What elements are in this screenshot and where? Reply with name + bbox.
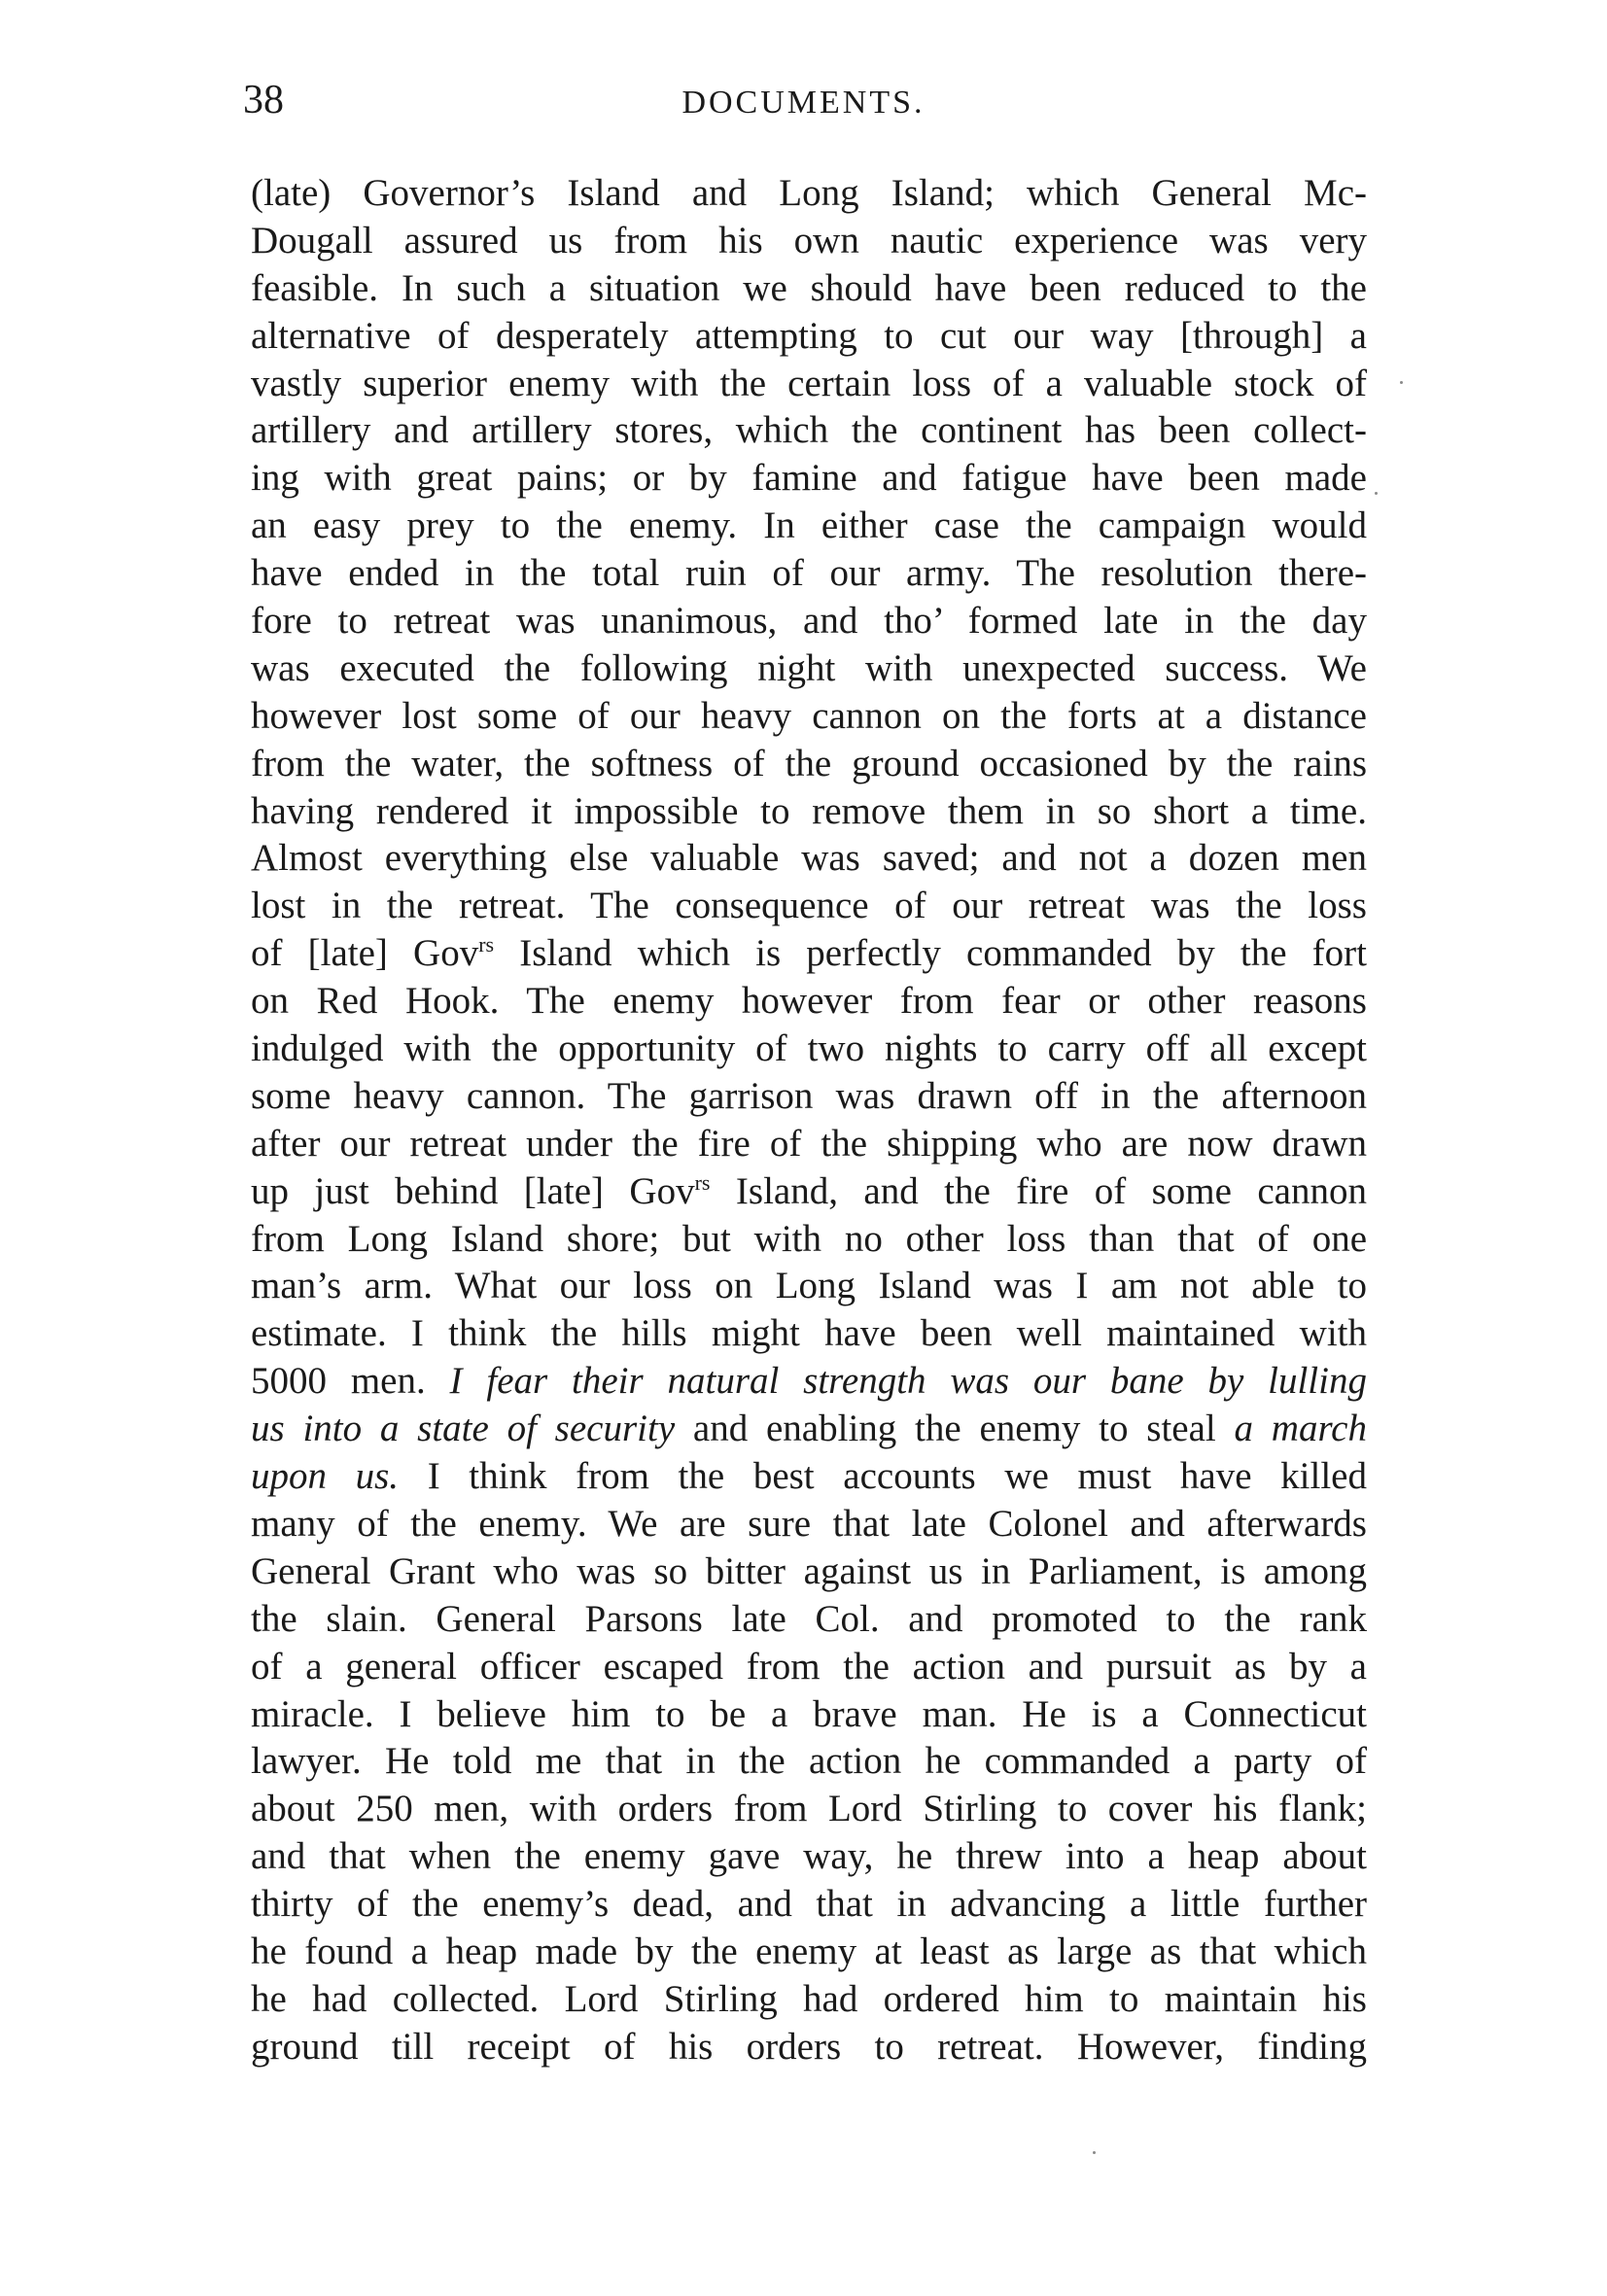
text-line: he had collected. Lord Stirling had ordered him to maintain his [251, 1977, 1367, 2020]
text-line: from Long Island shore; but with no other loss than that of one [251, 1217, 1367, 1260]
text-line: from the water, the softness of the ground occasioned by the rains [251, 742, 1367, 784]
text-line [251, 930, 1367, 978]
text-line: the slain. General Parsons late Col. and promoted to the rank [251, 1597, 1367, 1640]
italic-segment: us into a state of security [251, 1408, 676, 1450]
text-line: he found a heap made by the enemy at least as large as that which [251, 1930, 1367, 1972]
text-line: however lost some of our heavy cannon on the forts at a distance [251, 694, 1367, 737]
text-line: alternative of desperately attempting to cut our way [through] a [251, 314, 1367, 357]
text-line: Almost everything else valuable was saved; and not a dozen men [251, 837, 1367, 880]
page-number: 38 [243, 78, 284, 122]
text-line: was executed the following night with unexpected success. We [251, 646, 1367, 689]
text-segment: Island, and the fire of some cannon [710, 1169, 1367, 1212]
text-line: man’s arm. What our loss on Long Island was I am not able to [251, 1265, 1367, 1307]
text-block [251, 170, 1367, 2071]
text-line: of a general officer escaped from the action and pursuit as by a [251, 1645, 1367, 1687]
text-line [251, 1168, 1367, 1216]
paper-speck [1093, 2151, 1096, 2154]
text-segment: and enabling the enemy to steal [675, 1408, 1235, 1450]
text-line: on Red Hook. The enemy however from fear or other reasons [251, 980, 1367, 1023]
text-line: fore to retreat was unanimous, and tho’ formed late in the day [251, 600, 1367, 643]
text-line: miracle. I believe him to be a brave man. He is a Connecticut [251, 1692, 1367, 1735]
text-segment: I think from the best accounts we must have killed [399, 1455, 1367, 1498]
text-line: about 250 men, with orders from Lord Stirling to cover his flank; [251, 1788, 1367, 1830]
text-line: an easy prey to the enemy. In either case the campaign would [251, 504, 1367, 547]
text-segment: up just behind [late] Gov [251, 1169, 695, 1212]
paper-speck [1375, 492, 1378, 495]
text-line: ground till receipt of his orders to retreat. However, finding [251, 2025, 1367, 2068]
text-line: feasible. In such a situation we should have been reduced to the [251, 266, 1367, 309]
superscript: rs [694, 1169, 711, 1195]
text-line: thirty of the enemy’s dead, and that in advancing a little further [251, 1883, 1367, 1926]
superscript: rs [478, 932, 495, 957]
text-line: lost in the retreat. The consequence of our retreat was the loss [251, 885, 1367, 927]
text-line: having rendered it impossible to remove them in so short a time. [251, 789, 1367, 832]
text-line: Dougall assured us from his own nautic experience was very [251, 219, 1367, 261]
italic-segment: upon us. [251, 1455, 400, 1498]
paper-speck [1400, 381, 1403, 384]
text-line: vastly superior enemy with the certain loss of a valuable stock of [251, 362, 1367, 404]
text-line: many of the enemy. We are sure that late Colonel and afterwards [251, 1502, 1367, 1545]
italic-segment: a march [1234, 1408, 1367, 1450]
text-segment: Island which is perfectly commanded by the fort [494, 932, 1367, 975]
text-line: General Grant who was so bitter against us in Parliament, is among [251, 1549, 1367, 1592]
text-segment: of [late] Gov [251, 932, 479, 975]
text-line [251, 1453, 1367, 1501]
text-line: after our retreat under the fire of the shipping who are now drawn [251, 1122, 1367, 1165]
text-line: some heavy cannon. The garrison was drawn off in the afternoon [251, 1074, 1367, 1117]
text-line [251, 1406, 1367, 1453]
text-line: lawyer. He told me that in the action he commanded a party of [251, 1740, 1367, 1783]
text-line: (late) Governor’s Island and Long Island; which General Mc- [251, 172, 1367, 214]
text-segment: 5000 men. [251, 1360, 450, 1403]
text-line [251, 1358, 1367, 1406]
text-line: artillery and artillery stores, which the continent has been collect- [251, 409, 1367, 452]
italic-segment: I fear their natural strength was our bane by lulling [449, 1360, 1367, 1403]
text-line: indulged with the opportunity of two nights to carry off all except [251, 1027, 1367, 1070]
text-line: ing with great pains; or by famine and fatigue have been made [251, 457, 1367, 500]
running-head: DOCUMENTS. [681, 85, 926, 121]
text-line: have ended in the total ruin of our army. The resolution there- [251, 552, 1367, 595]
text-line: and that when the enemy gave way, he threw into a heap about [251, 1835, 1367, 1878]
text-line: estimate. I think the hills might have been well maintained with [251, 1312, 1367, 1355]
